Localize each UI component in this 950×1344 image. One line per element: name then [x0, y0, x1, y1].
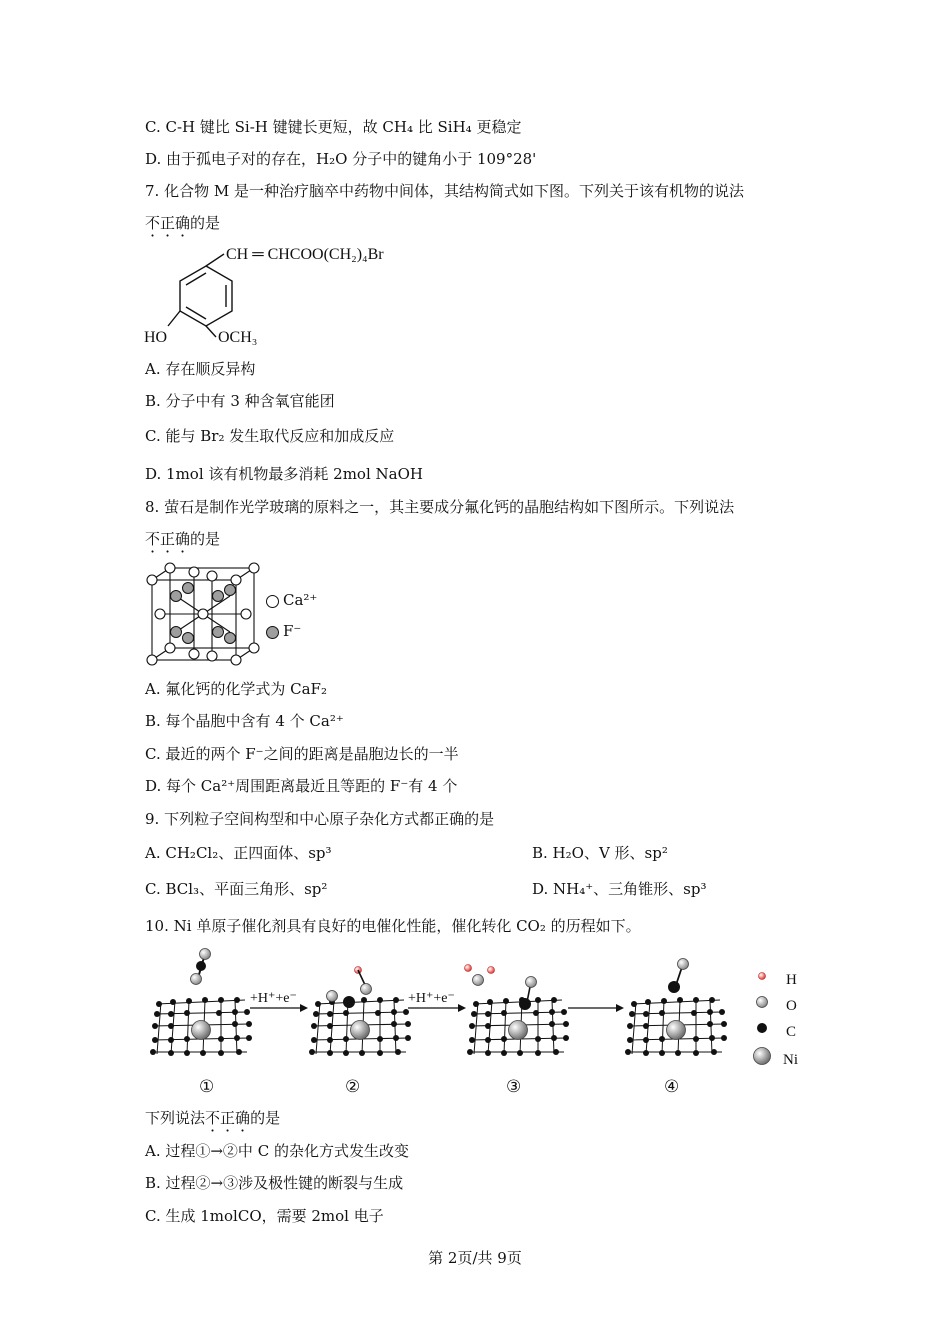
page-footer: 第 2页/共 9页	[428, 1249, 522, 1267]
q6-option-d: D. 由于孤电子对的存在，H₂O 分子中的键角小于 109°28'	[145, 150, 537, 168]
methoxy-label: OCH₃	[218, 329, 258, 346]
svg-text:Ni: Ni	[783, 1052, 798, 1068]
q7-stem-line2: 不正确的是	[145, 214, 221, 232]
emphasis-char: 不	[145, 214, 161, 232]
q10-option-b: B. 过程②→③涉及极性键的断裂与生成	[145, 1174, 404, 1192]
q8-crystal-cell-diagram	[140, 560, 265, 668]
q7-option-c: C. 能与 Br₂ 发生取代反应和加成反应	[145, 427, 395, 445]
svg-text:O: O	[786, 998, 797, 1014]
q8-option-c: C. 最近的两个 F⁻之间的距离是晶胞边长的一半	[145, 745, 459, 763]
step-label-2: ②	[345, 1077, 361, 1096]
emphasis-char: 确	[175, 530, 191, 548]
step4-adsorbed-co	[668, 959, 689, 994]
f-ion-marker	[266, 626, 279, 639]
q7-structure-diagram	[140, 238, 430, 350]
q9-option-c: C. BCl₃、平面三角形、sp²	[145, 880, 328, 898]
q8-stem-line2: 不正确的是	[145, 530, 221, 548]
hydroxyl-label: HO	[144, 329, 168, 346]
svg-text:C: C	[786, 1024, 797, 1040]
q10-prompt: 下列说法不正确的是	[145, 1109, 281, 1127]
emphasis-char: 正	[160, 530, 176, 548]
step-label-3: ③	[506, 1077, 522, 1096]
q8-option-b: B. 每个晶胞中含有 4 个 Ca²⁺	[145, 712, 344, 730]
step-label-1: ①	[199, 1077, 215, 1096]
q10-option-c: C. 生成 1molCO，需要 2mol 电子	[145, 1207, 384, 1225]
q7-stem: 7. 化合物 M 是一种治疗脑卒中药物中间体，其结构简式如下图。下列关于该有机物的说法	[145, 182, 744, 200]
q6-option-c: C. C-H 键比 Si-H 键键长更短，故 CH₄ 比 SiH₄ 更稳定	[145, 118, 522, 136]
svg-text:H: H	[786, 972, 797, 988]
q8-option-d: D. 每个 Ca²⁺周围距离最近且等距的 F⁻有 4 个	[145, 777, 458, 795]
legend-ca-ion: Ca²⁺	[266, 591, 317, 609]
ca-ion-marker	[266, 595, 279, 608]
q7-option-d: D. 1mol 该有机物最多消耗 2mol NaOH	[145, 465, 423, 483]
q9-stem: 9. 下列粒子空间构型和中心原子杂化方式都正确的是	[145, 810, 495, 828]
q7-option-b: B. 分子中有 3 种含氧官能团	[145, 392, 335, 410]
q9-option-a: A. CH₂Cl₂、正四面体、sp³	[145, 844, 332, 862]
emphasis-char: 不	[205, 1109, 221, 1127]
svg-text:+H⁺+e⁻: +H⁺+e⁻	[250, 991, 297, 1006]
emphasis-char: 正	[220, 1109, 236, 1127]
q10-option-a: A. 过程①→②中 C 的杂化方式发生改变	[145, 1142, 409, 1160]
emphasis-char: 正	[160, 214, 176, 232]
q10-mechanism-diagram	[140, 942, 820, 1100]
emphasis-char: 确	[175, 214, 191, 232]
q10-stem: 10. Ni 单原子催化剂具有良好的电催化性能，催化转化 CO₂ 的历程如下。	[145, 917, 641, 935]
q7-option-a: A. 存在顺反异构	[145, 360, 256, 378]
step1-co2-molecule	[191, 949, 211, 985]
svg-text:+H⁺+e⁻: +H⁺+e⁻	[408, 991, 455, 1006]
q9-option-d: D. NH₄⁺、三角锥形、sp³	[532, 880, 707, 898]
legend-f-ion: F⁻	[266, 622, 301, 640]
emphasis-char: 不	[145, 530, 161, 548]
emphasis-char: 确	[235, 1109, 251, 1127]
side-chain-label: CH ═ CHCOO(CH₂)₄Br	[226, 246, 384, 263]
q8-option-a: A. 氟化钙的化学式为 CaF₂	[145, 680, 327, 698]
q9-option-b: B. H₂O、V 形、sp²	[532, 844, 668, 862]
q8-stem: 8. 萤石是制作光学玻璃的原料之一，其主要成分氟化钙的晶胞结构如下图所示。下列说法	[145, 498, 735, 516]
mechanism-legend	[754, 972, 799, 1068]
step-label-4: ④	[664, 1077, 680, 1096]
